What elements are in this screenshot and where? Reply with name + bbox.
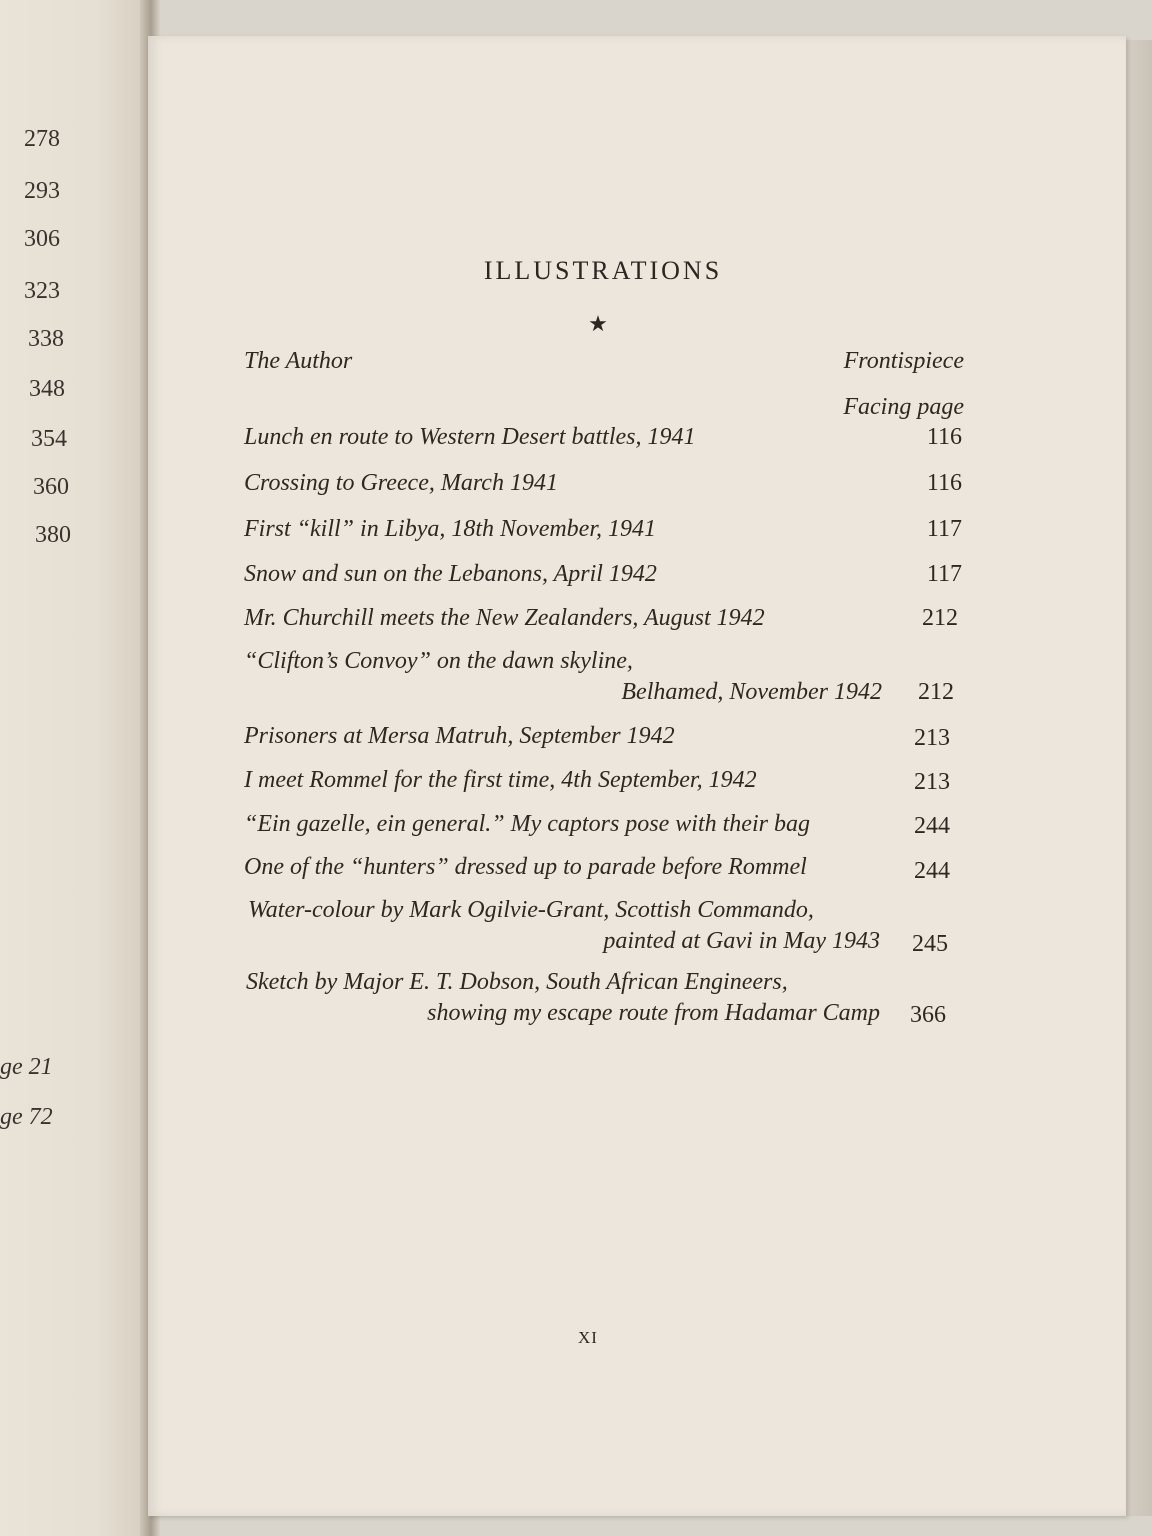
folio-page-number: XI bbox=[578, 1328, 598, 1347]
left-page-number: 323 bbox=[24, 278, 60, 304]
caption-continuation: Belhamed, November 1942 bbox=[621, 679, 882, 705]
caption: Water-colour by Mark Ogilvie-Grant, Scottish Commando, bbox=[248, 897, 814, 923]
caption-continuation: painted at Gavi in May 1943 bbox=[603, 928, 880, 954]
left-page-number: 360 bbox=[33, 474, 69, 500]
caption: Sketch by Major E. T. Dobson, South African Engineers, bbox=[246, 969, 788, 995]
caption-continuation: showing my escape route from Hadamar Camp bbox=[427, 1000, 880, 1026]
caption: Prisoners at Mersa Matruh, September 1942 bbox=[244, 723, 675, 749]
left-page-number: 348 bbox=[29, 376, 65, 402]
page-number: 117 bbox=[926, 561, 962, 587]
page-edge bbox=[1126, 40, 1152, 1516]
caption: Lunch en route to Western Desert battles, 1941 bbox=[244, 424, 696, 450]
caption: Snow and sun on the Lebanons, April 1942 bbox=[244, 561, 657, 587]
page-number: 212 bbox=[922, 605, 958, 631]
frontispiece-caption: The Author bbox=[244, 348, 353, 374]
page-number: 244 bbox=[914, 858, 950, 884]
page-title: ILLUSTRATIONS bbox=[483, 256, 723, 285]
page-number: 213 bbox=[914, 725, 950, 751]
page-number: 116 bbox=[926, 470, 962, 496]
caption: Crossing to Greece, March 1941 bbox=[244, 470, 558, 496]
frontispiece-label: Frontispiece bbox=[843, 348, 964, 374]
left-page-number: 278 bbox=[24, 126, 60, 152]
caption: “Ein gazelle, ein general.” My captors pose with their bag bbox=[244, 811, 810, 837]
caption: One of the “hunters” dressed up to parade before Rommel bbox=[244, 854, 807, 880]
facing-page-label: Facing page bbox=[843, 394, 964, 420]
left-page-number: 306 bbox=[24, 226, 60, 252]
page-number: 244 bbox=[914, 813, 950, 839]
left-page-number: 338 bbox=[28, 326, 64, 352]
left-page-number: 380 bbox=[35, 522, 71, 548]
caption: First “kill” in Libya, 18th November, 1941 bbox=[244, 516, 657, 542]
page-number: 117 bbox=[926, 516, 962, 542]
caption: I meet Rommel for the first time, 4th September, 1942 bbox=[244, 767, 757, 793]
left-page-number: 293 bbox=[24, 178, 60, 204]
left-page-fragment: ge 72 bbox=[0, 1104, 53, 1130]
page-number: 116 bbox=[926, 424, 962, 450]
left-page-number: 354 bbox=[31, 426, 67, 452]
caption: Mr. Churchill meets the New Zealanders, August 1942 bbox=[244, 605, 765, 631]
star-ornament-icon: ★ bbox=[588, 312, 608, 337]
left-page-fragment: ge 21 bbox=[0, 1054, 53, 1080]
page-number: 213 bbox=[914, 769, 950, 795]
page-number: 366 bbox=[910, 1002, 946, 1028]
caption: “Clifton’s Convoy” on the dawn skyline, bbox=[244, 648, 633, 674]
page-number: 245 bbox=[912, 931, 948, 957]
page-number: 212 bbox=[918, 679, 954, 705]
